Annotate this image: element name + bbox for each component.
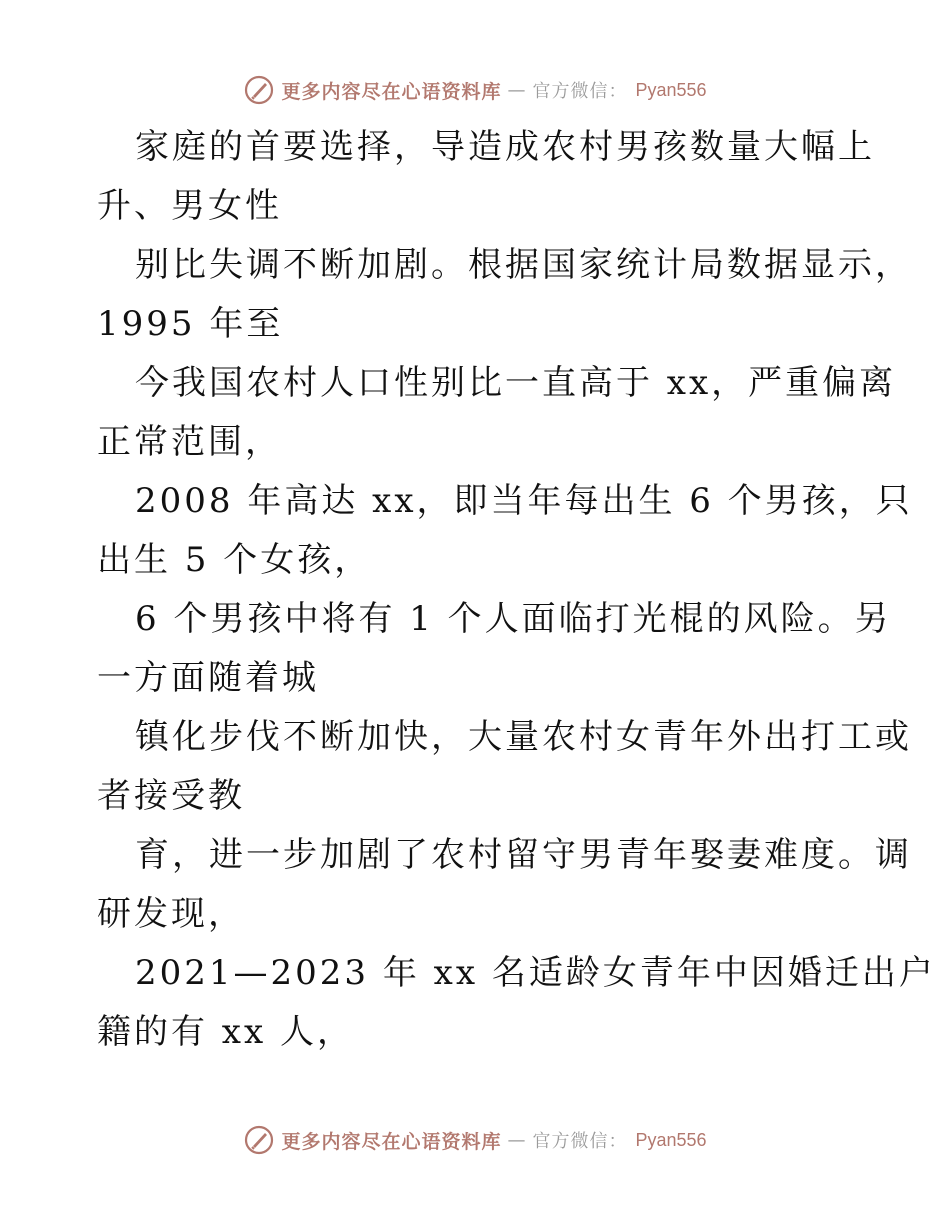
brand-logo-icon [243,1124,275,1156]
text-line: 研发现， [97,894,245,934]
page-footer [0,1120,950,1160]
text-line: 者接受教 [97,776,245,816]
header-separator: — [507,79,527,101]
text-line: 出生 5 个女孩， [97,540,372,580]
text-line: 升、男女性 [97,186,282,226]
text-line: 1995 年至 [97,304,284,344]
text-line: 镇化步伐不断加快，大量农村女青年外出打工或 [135,717,912,757]
text-line: 2008 年高达 xx，即当年每出生 6 个男孩，只 [135,481,913,521]
text-line: 正常范围， [97,422,282,462]
text-line: 育，进一步加剧了农村留守男青年娶妻难度。调 [135,835,912,875]
footer-wechat-id: Pyan556 [635,1129,707,1150]
text-line: 6 个男孩中将有 1 个人面临打光棍的风险。另 [135,599,892,639]
document-body [97,118,936,1062]
footer-brand-text: 更多内容尽在心语资料库 [281,1130,502,1153]
text-line: 家庭的首要选择，导造成农村男孩数量大幅上 [135,127,875,167]
footer-brand [243,1124,706,1156]
text-line: 今我国农村人口性别比一直高于 xx，严重偏离 [135,363,897,403]
text-line: 籍的有 xx 人， [97,1012,354,1052]
header-brand [243,74,706,106]
text-line: 别比失调不断加剧。根据国家统计局数据显示， [135,245,912,285]
footer-separator: — [507,1129,527,1151]
text-line: 2021—2023 年 xx 名适龄女青年中因婚迁出户 [135,953,936,993]
page-header [0,70,950,110]
header-wechat-id: Pyan556 [635,79,707,100]
header-sub-text: 官方微信： [532,81,628,102]
footer-sub-text: 官方微信： [532,1131,628,1152]
brand-logo-icon [243,74,275,106]
text-line: 一方面随着城 [97,658,319,698]
header-brand-text: 更多内容尽在心语资料库 [281,80,502,103]
